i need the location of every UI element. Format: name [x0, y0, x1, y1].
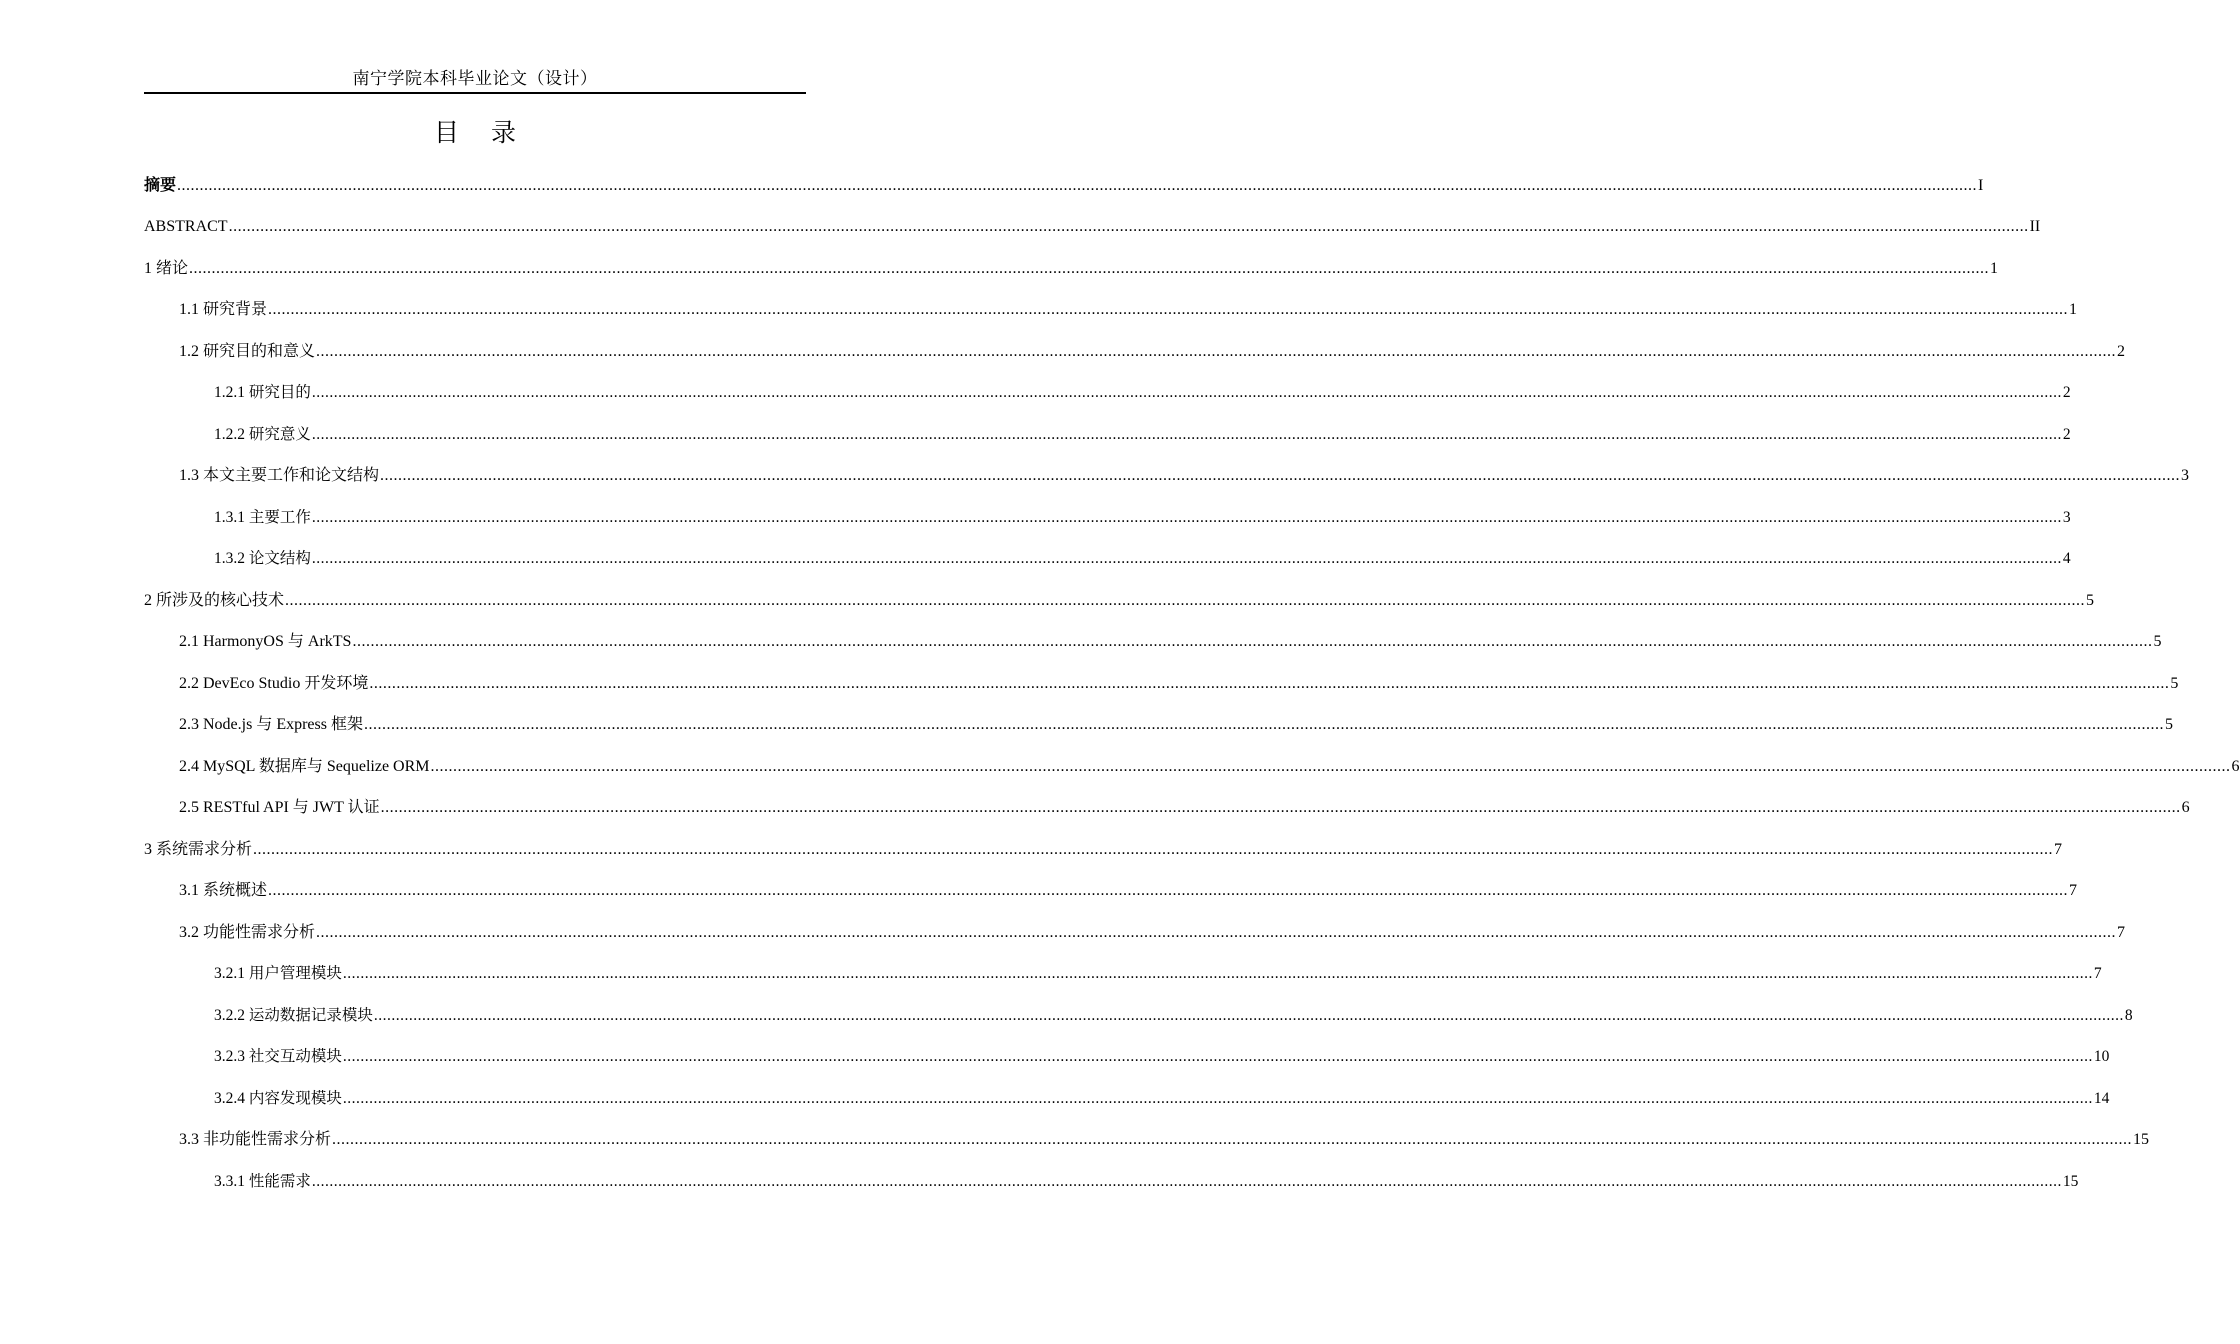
toc-entry-page: 2 [2117, 342, 2126, 360]
toc-entry-page: 15 [2133, 1131, 2150, 1148]
toc-entry-page: II [2029, 218, 2041, 235]
toc-leader-dots: ................................................................................................................................................................................................................................................................................................................................................................................................................ [380, 467, 2181, 484]
toc-entry[interactable] [144, 911, 2126, 953]
toc-entry-label: 2.1 HarmonyOS 与 ArkTS [179, 633, 352, 650]
toc-entry-label: 2.3 Node.js 与 Express 框架 [179, 716, 363, 733]
toc-entry[interactable] [144, 953, 2102, 995]
toc-entry-label: 1.3.2 论文结构 [214, 550, 311, 567]
toc-entry-label: 3 系统需求分析 [144, 840, 253, 858]
toc-leader-dots: ................................................................................................................................................................................................................................................................................................................................................................................................................ [352, 633, 2153, 650]
toc-entry[interactable] [144, 330, 2126, 372]
toc-entry[interactable] [144, 1160, 2079, 1202]
toc-leader-dots: ................................................................................................................................................................................................................................................................................................................................................................................................................ [369, 674, 2170, 692]
toc-entry-label: 1.2 研究目的和意义 [179, 342, 316, 360]
toc-entry-label: 3.2.2 运动数据记录模块 [214, 1006, 373, 1024]
toc-leader-dots: ................................................................................................................................................................................................................................................................................................................................................................................................................ [316, 923, 2117, 941]
toc-entry[interactable] [144, 828, 2063, 870]
toc-entry-page: 5 [2165, 716, 2173, 733]
toc-entry-label: 2.2 DevEco Studio 开发环境 [179, 674, 369, 692]
toc-leader-dots: ................................................................................................................................................................................................................................................................................................................................................................................................................ [189, 259, 1990, 277]
toc-entry[interactable] [144, 579, 2095, 621]
toc-entry-label: 2.5 RESTful API 与 JWT 认证 [179, 799, 380, 816]
toc-entry-page: 1 [2069, 301, 2078, 318]
toc-leader-dots: ................................................................................................................................................................................................................................................................................................................................................................................................................ [342, 1089, 2093, 1107]
toc-entry-page: 2 [2062, 425, 2071, 443]
toc-entry-page: 1 [1990, 259, 1999, 277]
toc-entry[interactable] [144, 1077, 2110, 1119]
toc-entry-label: 2 所涉及的核心技术 [144, 591, 285, 609]
toc-entry-label: 3.2.4 内容发现模块 [214, 1089, 342, 1107]
toc-entry[interactable] [144, 455, 2190, 497]
toc-entry[interactable] [144, 413, 2071, 455]
toc-leader-dots: ................................................................................................................................................................................................................................................................................................................................................................................................................ [342, 1048, 2093, 1065]
toc-leader-dots: ................................................................................................................................................................................................................................................................................................................................................................................................................ [285, 591, 2086, 609]
toc-entry-page: 10 [2093, 1048, 2110, 1065]
toc-entry-label: ABSTRACT [144, 218, 228, 235]
toc-entry-label: 3.3 非功能性需求分析 [179, 1131, 332, 1148]
toc-leader-dots: ................................................................................................................................................................................................................................................................................................................................................................................................................ [311, 425, 2062, 443]
toc-entry-label: 3.2.1 用户管理模块 [214, 965, 342, 982]
toc-entry[interactable] [144, 621, 2162, 663]
toc-entry-label: 1.2.1 研究目的 [214, 384, 311, 401]
toc-leader-dots: ................................................................................................................................................................................................................................................................................................................................................................................................................ [228, 218, 2029, 235]
toc-entry[interactable] [144, 1119, 2150, 1161]
toc-entry-label: 3.2 功能性需求分析 [179, 923, 316, 941]
toc-entry[interactable] [144, 289, 2078, 331]
toc-entry[interactable] [144, 372, 2071, 414]
toc-leader-dots: ................................................................................................................................................................................................................................................................................................................................................................................................................ [316, 342, 2117, 360]
toc-entry-label: 1 绪论 [144, 259, 189, 277]
toc-entry[interactable] [144, 206, 2041, 248]
toc-leader-dots: ................................................................................................................................................................................................................................................................................................................................................................................................................ [364, 716, 2164, 733]
table-of-contents [144, 164, 2240, 1202]
toc-entry-page: 7 [2093, 965, 2102, 982]
toc-entry-label: 3.3.1 性能需求 [214, 1172, 311, 1190]
toc-entry-label: 1.2.2 研究意义 [214, 425, 311, 443]
toc-leader-dots: ................................................................................................................................................................................................................................................................................................................................................................................................................ [311, 550, 2062, 567]
toc-leader-dots: ................................................................................................................................................................................................................................................................................................................................................................................................................ [311, 384, 2062, 401]
toc-entry[interactable] [144, 745, 2240, 787]
page-header: 南宁学院本科毕业论文（设计） [144, 66, 806, 94]
toc-entry-page: 8 [2124, 1006, 2133, 1024]
toc-leader-dots: ................................................................................................................................................................................................................................................................................................................................................................................................................ [311, 1172, 2062, 1190]
toc-leader-dots: ................................................................................................................................................................................................................................................................................................................................................................................................................ [430, 757, 2231, 775]
toc-entry-page: 7 [2069, 882, 2078, 899]
toc-entry-label: 1.1 研究背景 [179, 301, 268, 318]
toc-entry-label: 3.2.3 社交互动模块 [214, 1048, 342, 1065]
toc-entry-label: 1.3 本文主要工作和论文结构 [179, 467, 380, 484]
toc-entry-page: 2 [2062, 384, 2071, 401]
toc-title: 目 录 [434, 118, 528, 147]
toc-entry-label: 摘要 [144, 176, 177, 194]
toc-entry-page: 5 [2153, 633, 2162, 650]
toc-entry[interactable] [144, 247, 1999, 289]
toc-entry-page: 7 [2117, 923, 2126, 941]
toc-leader-dots: ................................................................................................................................................................................................................................................................................................................................................................................................................ [177, 176, 1978, 194]
toc-entry[interactable] [144, 164, 1984, 206]
toc-entry-page: 3 [2181, 467, 2190, 484]
toc-entry[interactable] [144, 704, 2173, 746]
toc-entry[interactable] [144, 994, 2133, 1036]
toc-entry[interactable] [144, 662, 2179, 704]
toc-entry-page: 7 [2054, 840, 2063, 858]
toc-entry-page: 3 [2062, 508, 2071, 526]
toc-entry[interactable] [144, 787, 2190, 829]
toc-entry-label: 3.1 系统概述 [179, 882, 268, 899]
toc-entry[interactable] [144, 496, 2071, 538]
toc-entry-page: 6 [2181, 799, 2190, 816]
toc-leader-dots: ................................................................................................................................................................................................................................................................................................................................................................................................................ [380, 799, 2181, 816]
toc-leader-dots: ................................................................................................................................................................................................................................................................................................................................................................................................................ [373, 1006, 2124, 1024]
toc-entry-label: 2.4 MySQL 数据库与 Sequelize ORM [179, 757, 430, 775]
toc-entry-page: 14 [2093, 1089, 2110, 1107]
toc-entry-page: 6 [2231, 757, 2240, 775]
toc-entry-page: 5 [2086, 591, 2095, 609]
toc-leader-dots: ................................................................................................................................................................................................................................................................................................................................................................................................................ [311, 508, 2062, 526]
toc-entry-page: 15 [2062, 1172, 2079, 1190]
toc-entry[interactable] [144, 538, 2071, 580]
toc-entry[interactable] [144, 870, 2078, 912]
toc-entry-page: 4 [2062, 550, 2071, 567]
toc-leader-dots: ................................................................................................................................................................................................................................................................................................................................................................................................................ [332, 1131, 2133, 1148]
toc-entry-page: 5 [2170, 674, 2179, 692]
toc-entry-label: 1.3.1 主要工作 [214, 508, 311, 526]
toc-entry-page: I [1978, 176, 1984, 194]
toc-leader-dots: ................................................................................................................................................................................................................................................................................................................................................................................................................ [268, 882, 2069, 899]
toc-leader-dots: ................................................................................................................................................................................................................................................................................................................................................................................................................ [253, 840, 2054, 858]
toc-leader-dots: ................................................................................................................................................................................................................................................................................................................................................................................................................ [268, 301, 2069, 318]
toc-entry[interactable] [144, 1036, 2110, 1078]
toc-leader-dots: ................................................................................................................................................................................................................................................................................................................................................................................................................ [342, 965, 2093, 982]
